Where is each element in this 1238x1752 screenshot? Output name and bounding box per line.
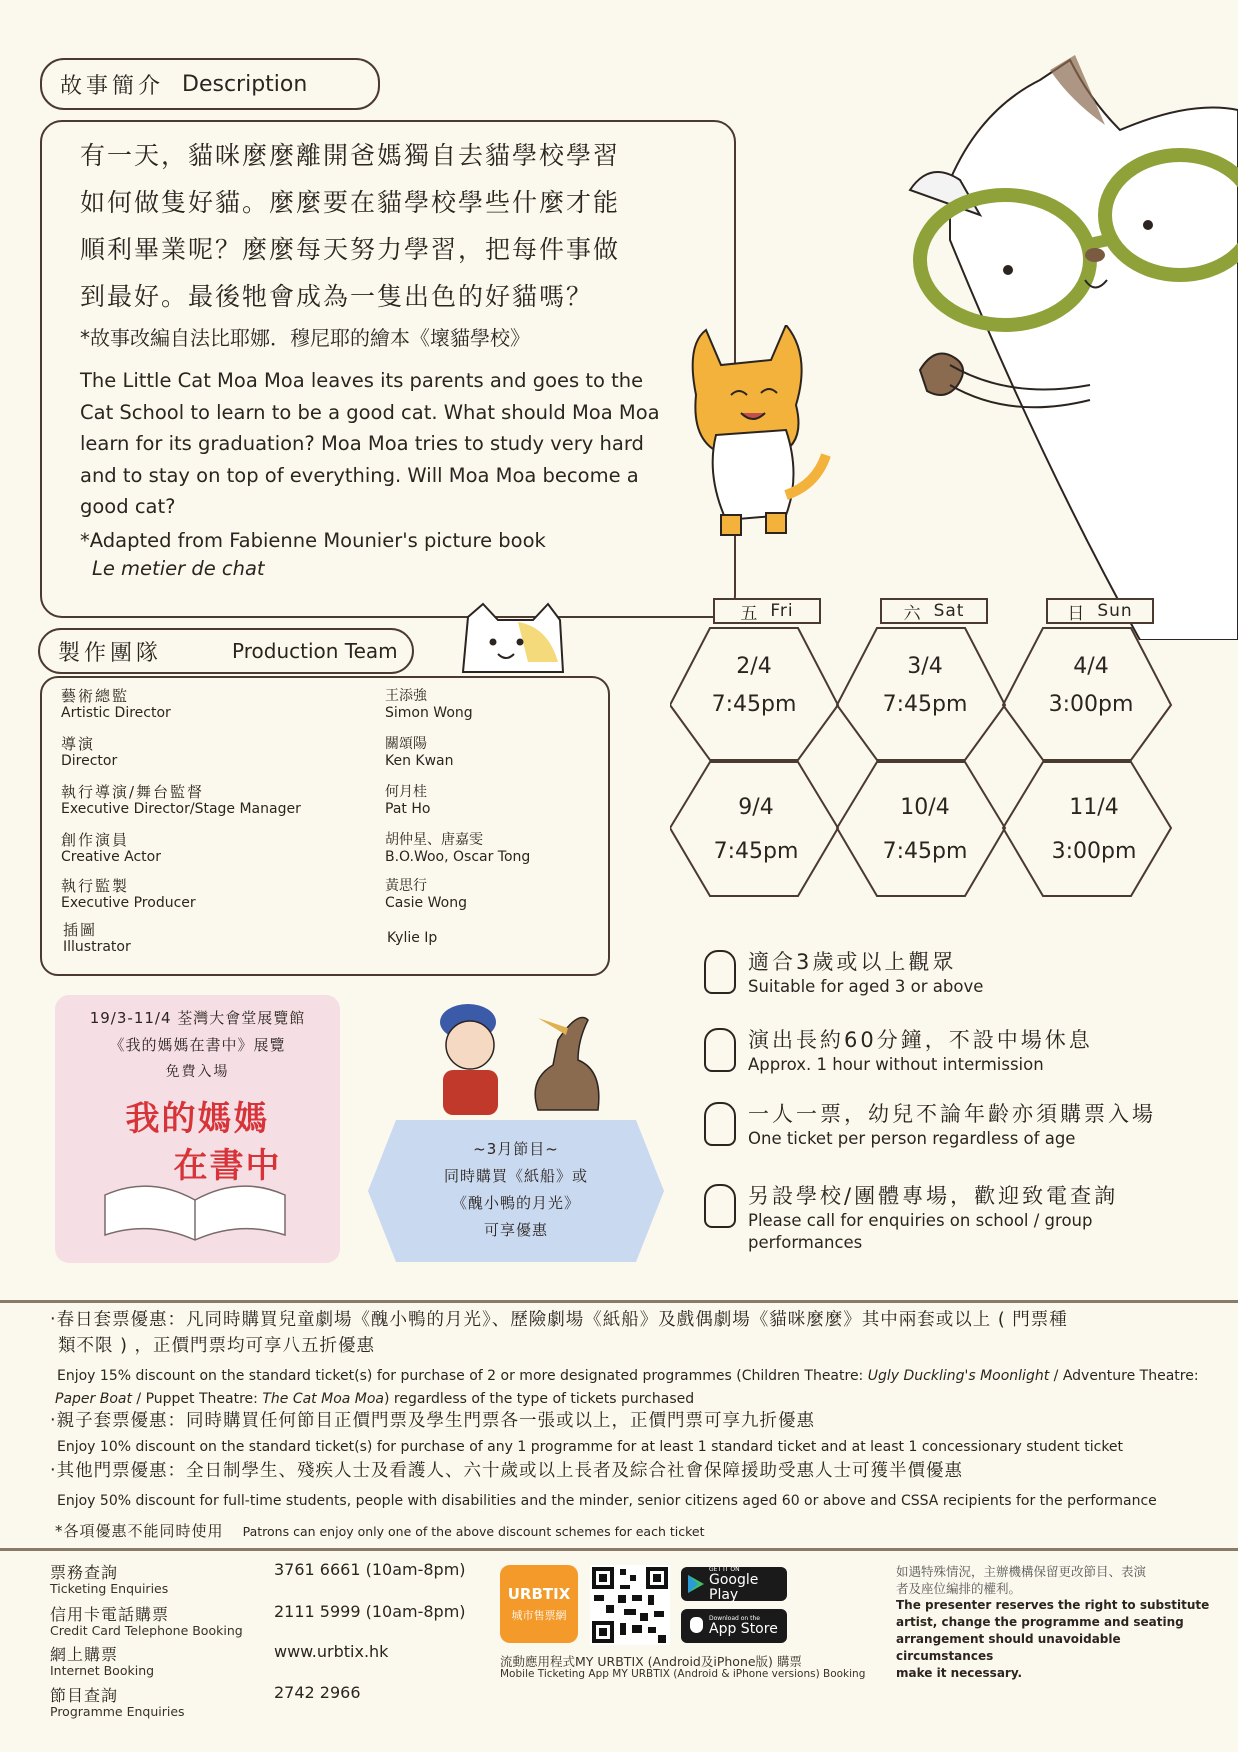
girl-and-duck-illustration xyxy=(428,1000,618,1120)
role-en: Creative Actor xyxy=(61,849,161,865)
google-play-icon xyxy=(688,1575,704,1593)
urbtix-logo xyxy=(500,1565,578,1643)
footer-label-en: Credit Card Telephone Booking xyxy=(50,1623,243,1638)
day-en: Sat xyxy=(933,601,965,621)
role-zh: 創作演員 xyxy=(61,831,130,849)
team-role xyxy=(61,736,117,770)
app-note-en: Mobile Ticketing App MY URBTIX (Android & iPhone versions) Booking xyxy=(500,1668,866,1680)
disclaimer-zh: 如遇特殊情況，主辦機構保留更改節目、表演 xyxy=(896,1564,1147,1579)
show-date: 9/4 xyxy=(738,795,774,820)
team-member xyxy=(385,784,430,818)
member-zh: 何月桂 xyxy=(385,784,427,800)
info-zh: 適合3歲或以上觀眾 xyxy=(748,950,957,974)
disclaimer-en: make it necessary. xyxy=(896,1666,1023,1680)
show-slot xyxy=(860,786,990,874)
disclaimer-zh: 者及座位編排的權利。 xyxy=(896,1581,1022,1596)
urbtix-logo-zh: 城市售票網 xyxy=(511,1609,567,1622)
description-zh-line: 如何做隻好貓。麼麼要在貓學校學些什麼才能 xyxy=(80,188,621,217)
text: / Puppet Theatre: xyxy=(131,1391,263,1407)
team-role xyxy=(61,784,301,818)
member-zh: 黃思行 xyxy=(385,878,427,894)
discount-family xyxy=(50,1408,1220,1459)
role-zh: 執行監製 xyxy=(61,877,130,895)
show-date: 4/4 xyxy=(1073,654,1109,679)
footer-label-en: Internet Booking xyxy=(50,1663,155,1678)
description-zh-line: 到最好。最後牠會成為一隻出色的好貓嗎？ xyxy=(80,282,594,311)
role-en: Executive Producer xyxy=(61,895,196,911)
description-zh xyxy=(80,132,734,320)
info-duration xyxy=(748,1026,1093,1076)
programme-title: Paper Boat xyxy=(55,1391,132,1407)
discount-en: Enjoy 10% discount on the standard ticket(s) for purchase of any 1 programme for at least 1 standard ticket and at least 1 concessionary student ticket xyxy=(57,1439,1124,1455)
show-time: 7:45pm xyxy=(711,692,797,717)
role-en: Executive Director/Stage Manager xyxy=(61,801,301,817)
disclaimer-en: artist, change the programme and seating xyxy=(896,1615,1184,1629)
footer-phone-programme[interactable]: 2742 2966 xyxy=(274,1683,361,1702)
footer-label-en: Programme Enquiries xyxy=(50,1704,185,1719)
paw-icon xyxy=(704,1102,736,1146)
team-header-zh: 製作團隊 xyxy=(58,640,163,666)
info-school xyxy=(748,1182,1118,1254)
show-slot xyxy=(691,786,821,874)
show-slot xyxy=(1026,648,1156,724)
description-zh-line: 有一天，貓咪麼麼離開爸媽獨自去貓學校學習 xyxy=(80,141,621,170)
app-store-button[interactable] xyxy=(681,1609,787,1643)
member-en: B.O.Woo, Oscar Tong xyxy=(385,849,531,865)
info-age xyxy=(748,948,983,998)
description-header-zh: 故事簡介 xyxy=(60,73,165,99)
footer-label-zh: 節目查詢 xyxy=(50,1686,119,1705)
discount-other xyxy=(50,1458,1220,1513)
info-zh: 演出長約60分鐘，不設中場休息 xyxy=(748,1028,1093,1052)
discount-zh: ‧親子套票優惠：同時購買任何節目正價門票及學生門票各一張或以上，正價門票可享九折優惠 xyxy=(50,1411,816,1431)
role-en: Artistic Director xyxy=(61,705,171,721)
member-zh: 王添強 xyxy=(385,688,427,704)
programme-title: Ugly Duckling's Moonlight xyxy=(867,1368,1050,1384)
show-time: 3:00pm xyxy=(1051,839,1137,864)
description-header xyxy=(40,58,380,110)
app-store-label: App Store xyxy=(709,1621,778,1637)
disclaimer-en: The presenter reserves the right to substitute xyxy=(896,1598,1210,1612)
role-en: Illustrator xyxy=(63,939,131,955)
role-zh: 藝術總監 xyxy=(61,687,130,705)
march-line3: 《醜小鴨的月光》 xyxy=(451,1194,580,1212)
cat-with-glasses-illustration xyxy=(890,40,1238,640)
description-zh-line: 順利畢業呢？麼麼每天努力學習，把每件事做 xyxy=(80,235,621,264)
info-en: Please call for enquiries on school / group xyxy=(748,1211,1093,1230)
march-promo xyxy=(366,1136,666,1244)
paw-icon xyxy=(704,950,736,994)
show-slot xyxy=(689,648,819,724)
show-date: 10/4 xyxy=(900,795,950,820)
discount-spring xyxy=(50,1307,1220,1411)
role-zh: 導演 xyxy=(61,735,96,753)
description-en-line: good cat? xyxy=(80,495,176,518)
show-time: 3:00pm xyxy=(1048,692,1134,717)
description-en-note: *Adapted from Fabienne Mounier's picture book xyxy=(80,528,546,552)
team-role xyxy=(63,922,131,956)
member-en: Ken Kwan xyxy=(385,753,454,769)
footer-label-zh: 網上購票 xyxy=(50,1645,119,1664)
app-note-zh: 流動應用程式MY URBTIX (Android及iPhone版) 購票 xyxy=(500,1654,802,1669)
text: Enjoy 15% discount on the standard ticket(s) for purchase of 2 or more designated programmes (Children Theatre: xyxy=(57,1368,868,1384)
exhibition-line1: 19/3-11/4 荃灣大會堂展覽館 xyxy=(89,1009,306,1027)
footer-phone-credit-card[interactable]: 2111 5999 (10am-8pm) xyxy=(274,1602,466,1621)
day-en: Sun xyxy=(1097,601,1133,621)
info-en: One ticket per person regardless of age xyxy=(748,1129,1076,1148)
disclaimer-en: arrangement should unavoidable circumstances xyxy=(896,1632,1121,1663)
show-date: 11/4 xyxy=(1069,795,1119,820)
exhibition-line3: 免費入場 xyxy=(165,1064,230,1080)
text: ) regardless of the type of tickets purchased xyxy=(384,1391,695,1407)
orange-cat-illustration xyxy=(676,325,836,545)
info-en: performances xyxy=(748,1233,863,1252)
footer-label-zh: 票務查詢 xyxy=(50,1563,119,1582)
disclaimer xyxy=(896,1563,1216,1682)
show-slot xyxy=(1029,786,1159,874)
footer-label-en: Ticketing Enquiries xyxy=(50,1581,169,1596)
march-line4: 可享優惠 xyxy=(483,1221,548,1239)
member-en: Simon Wong xyxy=(385,705,473,721)
description-zh-note: *故事改編自法比耶娜．穆尼耶的繪本《壞貓學校》 xyxy=(80,326,530,350)
show-time: 7:45pm xyxy=(882,692,968,717)
discount-divider-bottom xyxy=(0,1548,1238,1551)
footer-label-zh: 信用卡電話購票 xyxy=(50,1605,170,1624)
paw-icon xyxy=(704,1028,736,1072)
member-zh: 關頌陽 xyxy=(385,736,427,752)
description-en-line: The Little Cat Moa Moa leaves its parents and goes to the xyxy=(80,369,644,392)
team-member xyxy=(385,688,473,722)
march-line2: 同時購買《紙船》或 xyxy=(443,1167,588,1185)
description-box xyxy=(40,120,736,618)
google-play-button[interactable] xyxy=(681,1567,787,1601)
description-en-line: and to stay on top of everything. Will Moa Moa become a xyxy=(80,463,639,487)
description-header-en: Description xyxy=(182,71,308,97)
qr-code-icon[interactable] xyxy=(590,1565,670,1645)
show-slot xyxy=(860,648,990,724)
discount-note xyxy=(55,1520,1220,1541)
footer-urbtix-link[interactable]: www.urbtix.hk xyxy=(274,1642,389,1661)
info-zh: 另設學校/團體專場，歡迎致電查詢 xyxy=(748,1184,1119,1208)
team-member xyxy=(385,878,467,912)
team-header-en: Production Team xyxy=(232,639,398,663)
show-date: 3/4 xyxy=(907,654,943,679)
exhibition-title-a: 我的媽媽 xyxy=(125,1099,270,1139)
app-store-small: Download on the xyxy=(709,1615,760,1622)
google-play-small: GET IT ON xyxy=(709,1565,740,1573)
day-zh: 日 xyxy=(1067,603,1086,624)
programme-title: The Cat Moa Moa xyxy=(262,1391,385,1407)
description-en xyxy=(80,365,734,523)
urbtix-logo-en: URBTIX xyxy=(507,1585,571,1603)
exhibition-line2: 《我的媽媽在書中》展覽 xyxy=(109,1036,286,1054)
google-play-label: Google Play xyxy=(709,1571,759,1603)
description-en-book: Le metier de chat xyxy=(92,556,265,580)
discount-divider-top xyxy=(0,1300,1238,1303)
show-time: 7:45pm xyxy=(882,839,968,864)
info-en: Approx. 1 hour without intermission xyxy=(748,1055,1044,1074)
day-en: Fri xyxy=(770,601,794,621)
description-en-line: Cat School to learn to be a good cat. What should Moa Moa xyxy=(80,400,660,424)
discount-en: Enjoy 50% discount for full-time students, people with disabilities and the minder, senior citizens aged 60 or above and CSSA recipients for the performance xyxy=(57,1493,1157,1509)
discount-zh: ‧其他門票優惠：全日制學生、殘疾人士及看護人、六十歲或以上長者及綜合社會保障援助受惠人士可獲半價優惠 xyxy=(50,1461,964,1481)
discount-zh: 類不限 ) ，正價門票均可享八五折優惠 xyxy=(58,1336,375,1356)
discount-en xyxy=(57,1365,1220,1388)
open-book-icon xyxy=(95,1175,295,1245)
team-role xyxy=(61,688,171,722)
role-zh: 插圖 xyxy=(63,921,98,939)
discount-note-en: Patrons can enjoy only one of the above discount schemes for each ticket xyxy=(242,1524,705,1539)
day-zh: 六 xyxy=(903,603,922,624)
member-en: Pat Ho xyxy=(385,801,431,817)
member-en: Kylie Ip xyxy=(387,930,438,946)
apple-icon xyxy=(690,1617,703,1633)
exhibition-title-b: 在書中 xyxy=(173,1146,282,1186)
team-role xyxy=(61,832,161,866)
role-en: Director xyxy=(61,753,118,769)
team-member xyxy=(385,736,454,770)
description-en-line: learn for its graduation? Moa Moa tries to study very hard xyxy=(80,432,644,455)
team-member xyxy=(387,922,437,947)
discount-note-zh: *各項優惠不能同時使用 xyxy=(55,1522,224,1540)
member-zh: 胡仲星、唐嘉雯 xyxy=(385,832,483,848)
show-time: 7:45pm xyxy=(713,839,799,864)
discount-zh: ‧春日套票優惠：凡同時購買兒童劇場《醜小鴨的月光》、歷險劇場《紙船》及戲偶劇場《貓咪麼麼》其中兩套或以上 ( 門票種 xyxy=(50,1310,1068,1330)
team-role xyxy=(61,878,196,912)
info-ticket xyxy=(748,1100,1156,1150)
text: / Adventure Theatre: xyxy=(1049,1368,1199,1384)
peeking-cat-illustration xyxy=(458,602,568,674)
paw-icon xyxy=(704,1184,736,1228)
member-en: Casie Wong xyxy=(385,895,467,911)
exhibition-promo xyxy=(55,995,340,1263)
footer-phone-ticketing[interactable]: 3761 6661 (10am-8pm) xyxy=(274,1560,466,1579)
team-member xyxy=(385,832,530,866)
info-en: Suitable for aged 3 or above xyxy=(748,977,984,996)
info-zh: 一人一票，幼兒不論年齡亦須購票入場 xyxy=(748,1102,1156,1126)
role-zh: 執行導演/舞台監督 xyxy=(61,783,205,801)
march-line1: ~3月節目~ xyxy=(473,1140,559,1158)
day-zh: 五 xyxy=(740,603,759,624)
team-header xyxy=(38,628,414,674)
show-date: 2/4 xyxy=(736,654,772,679)
